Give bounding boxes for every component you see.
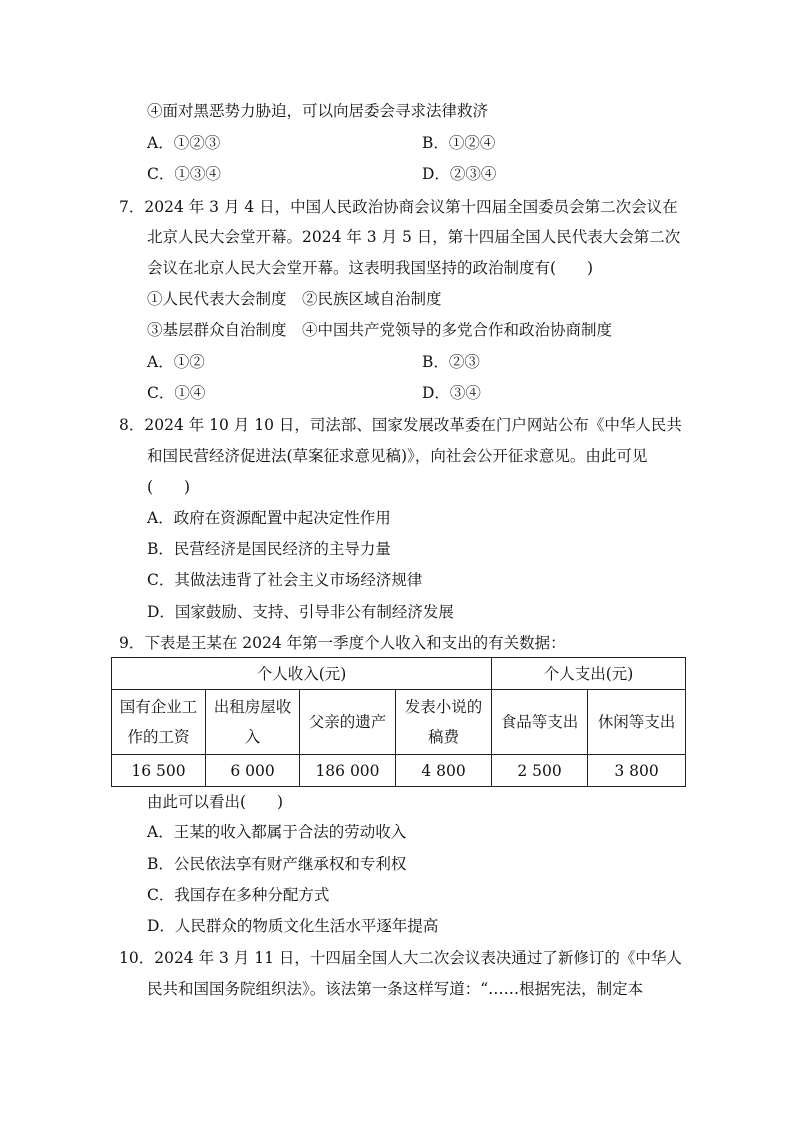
header-line: 父亲的遗产 — [308, 713, 387, 731]
q7-stem-line-3: 会议在北京人民大会堂开幕。这表明我国坚持的政治制度有( ) — [147, 259, 594, 277]
q6-choice-a: A．①②③ — [147, 134, 221, 152]
q7-choice-b: B．②③ — [422, 353, 480, 371]
header-line: 出租房屋收 — [213, 698, 292, 716]
q9-question: 由此可以看出( ) — [147, 793, 284, 811]
table-cell: 4 800 — [396, 755, 492, 787]
header-line: 稿费 — [428, 728, 460, 746]
q9-choice-c: C．我国存在多种分配方式 — [147, 886, 330, 904]
q10-stem-line-2: 民共和国国务院组织法》。该法第一条这样写道：“……根据宪法，制定本 — [147, 980, 644, 998]
table-header-cell — [492, 690, 588, 755]
q7-options-line-2: ③基层群众自治制度 ④中国共产党领导的多党合作和政治协商制度 — [147, 321, 613, 339]
q8-choice-b: B．民营经济是国民经济的主导力量 — [147, 540, 391, 558]
header-line: 国有企业工 — [119, 698, 198, 716]
table-header-cell — [300, 690, 396, 755]
table-cell: 2 500 — [492, 755, 588, 787]
q7-options-line-1: ①人民代表大会制度 ②民族区域自治制度 — [147, 290, 442, 308]
q9-choice-d: D．人民群众的物质文化生活水平逐年提高 — [147, 917, 439, 935]
q7-choice-c: C．①④ — [147, 384, 206, 402]
q8-choice-c: C．其做法违背了社会主义市场经济规律 — [147, 571, 423, 589]
header-line: 入 — [244, 728, 261, 746]
table-cell: 186 000 — [300, 755, 396, 787]
q10-stem-line-1: 10．2024 年 3 月 11 日，十四届全国人大二次会议表决通过了新修订的《中华人 — [119, 949, 682, 967]
table-header-cell — [588, 690, 686, 755]
table-group-income: 个人收入(元) — [112, 658, 492, 690]
header-line: 作的工资 — [127, 728, 190, 746]
q9-choice-a: A．王某的收入都属于合法的劳动收入 — [147, 823, 407, 841]
q8-choice-a: A．政府在资源配置中起决定性作用 — [147, 509, 391, 527]
table-cell: 3 800 — [588, 755, 686, 787]
table-header-cell — [396, 690, 492, 755]
q6-choice-b: B．①②④ — [422, 134, 496, 152]
q7-choice-a: A．①② — [147, 353, 205, 371]
header-line: 发表小说的 — [404, 698, 483, 716]
table-cell: 16 500 — [112, 755, 206, 787]
q9-choice-b: B．公民依法享有财产继承权和专利权 — [147, 855, 407, 873]
q8-stem-line-2: 和国民营经济促进法(草案征求意见稿)》，向社会公开征求意见。由此可见 — [147, 447, 648, 465]
q6-choice-d: D．②③④ — [422, 165, 497, 183]
header-line: 食品等支出 — [500, 713, 579, 731]
q8-stem-line-3: ( ) — [147, 478, 191, 496]
table-cell: 6 000 — [206, 755, 300, 787]
q7-stem-line-1: 7．2024 年 3 月 4 日，中国人民政治协商会议第十四届全国委员会第二次会议在 — [119, 198, 678, 216]
income-expense-table — [111, 657, 686, 787]
q8-choice-d: D．国家鼓励、支持、引导非公有制经济发展 — [147, 603, 454, 621]
q7-choice-d: D．③④ — [422, 384, 481, 402]
table-header-cell — [206, 690, 300, 755]
table-group-expense: 个人支出(元) — [492, 658, 686, 690]
table-header-cell — [112, 690, 206, 755]
header-line: 休闲等支出 — [597, 713, 676, 731]
q8-stem-line-1: 8．2024 年 10 月 10 日，司法部、国家发展改革委在门户网站公布《中华人民共 — [119, 416, 682, 434]
q6-choice-c: C．①③④ — [147, 165, 221, 183]
q6-option-4: ④面对黑恶势力胁迫，可以向居委会寻求法律救济 — [147, 102, 489, 120]
q7-stem-line-2: 北京人民大会堂开幕。2024 年 3 月 5 日，第十四届全国人民代表大会第二次 — [147, 228, 681, 246]
q9-stem: 9．下表是王某在 2024 年第一季度个人收入和支出的有关数据： — [119, 634, 566, 652]
